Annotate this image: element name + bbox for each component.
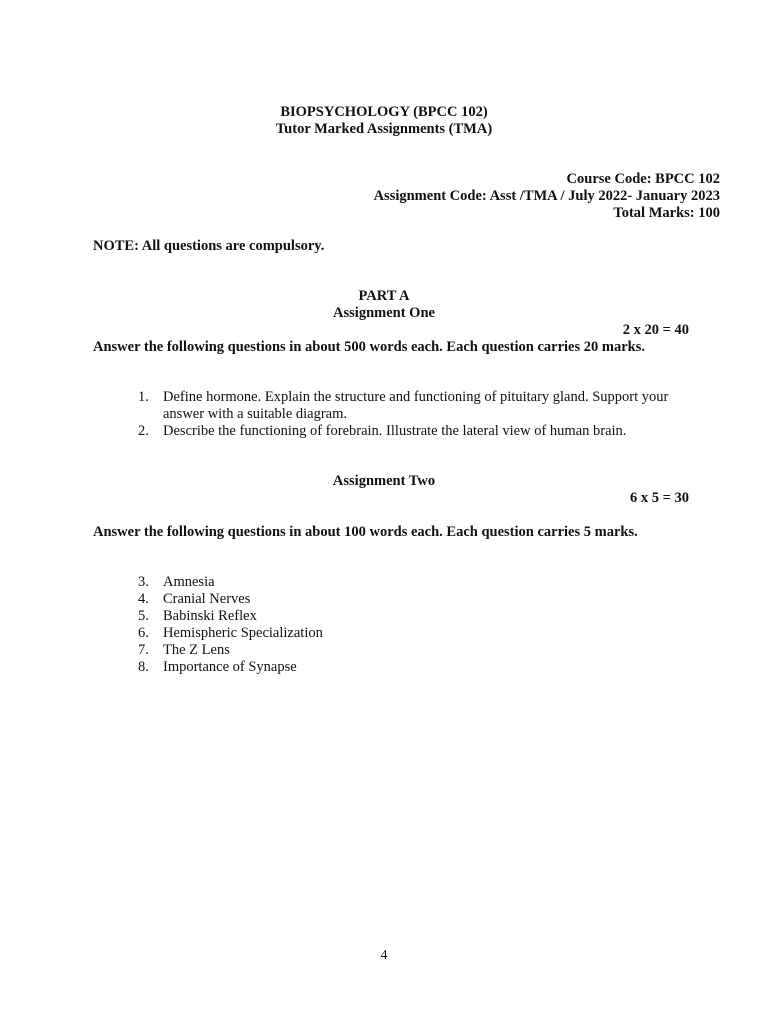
assignment-one-questions [138, 389, 678, 440]
question-text: Babinski Reflex [163, 608, 257, 624]
question-number: 7. [138, 642, 149, 658]
assignment-one-title: Assignment One [333, 305, 435, 321]
list-item [138, 574, 678, 591]
assignment-two-instruction: Answer the following questions in about 100 words each. Each question carries 5 marks. [93, 524, 638, 540]
question-text: Hemispheric Specialization [163, 625, 323, 641]
list-item [138, 389, 678, 423]
question-text: Define hormone. Explain the structure and functioning of pituitary gland. Support your answer with a suitable diagram. [163, 389, 669, 422]
question-number: 3. [138, 574, 149, 590]
assignment-two-questions [138, 574, 678, 676]
list-item [138, 591, 678, 608]
question-number: 1. [138, 389, 149, 405]
list-item [138, 423, 678, 440]
total-marks: Total Marks: 100 [613, 205, 720, 221]
question-text: Amnesia [163, 574, 215, 590]
question-text: Describe the functioning of forebrain. Illustrate the lateral view of human brain. [163, 423, 627, 439]
list-item [138, 625, 678, 642]
course-code: Course Code: BPCC 102 [566, 171, 720, 187]
assignment-code: Assignment Code: Asst /TMA / July 2022- January 2023 [373, 188, 720, 204]
question-number: 4. [138, 591, 149, 607]
list-item [138, 608, 678, 625]
document-title: BIOPSYCHOLOGY (BPCC 102) [280, 104, 488, 120]
part-a-heading: PART A [358, 288, 410, 304]
assignment-one-marks: 2 x 20 = 40 [622, 322, 689, 338]
question-text: Cranial Nerves [163, 591, 251, 607]
question-number: 5. [138, 608, 149, 624]
question-text: The Z Lens [163, 642, 230, 658]
question-number: 6. [138, 625, 149, 641]
question-number: 2. [138, 423, 149, 439]
note: NOTE: All questions are compulsory. [93, 238, 325, 254]
question-text: Importance of Synapse [163, 659, 297, 675]
assignment-two-marks: 6 x 5 = 30 [629, 490, 689, 506]
list-item [138, 642, 678, 659]
assignment-two-title: Assignment Two [332, 473, 436, 489]
assignment-one-instruction: Answer the following questions in about 500 words each. Each question carries 20 marks. [93, 339, 645, 355]
list-item [138, 659, 678, 676]
document-subtitle: Tutor Marked Assignments (TMA) [275, 121, 493, 137]
page-number: 4 [380, 948, 388, 963]
question-number: 8. [138, 659, 149, 675]
